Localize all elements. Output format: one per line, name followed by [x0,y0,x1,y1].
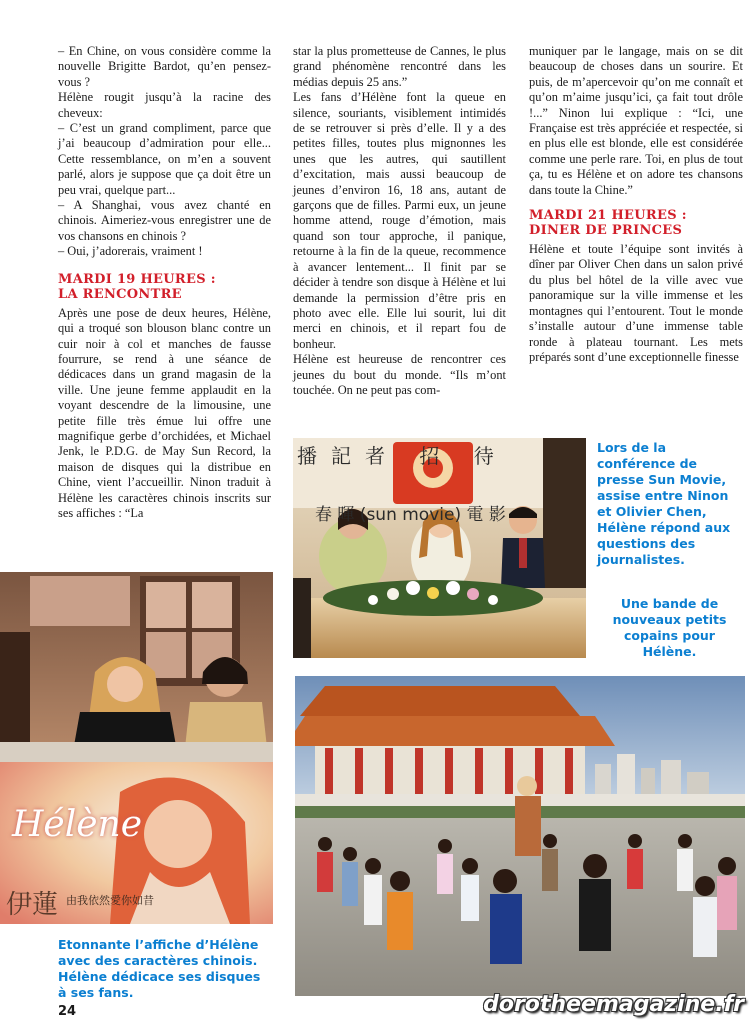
c3-paragraph-2: Hélène et toute l’équipe sont invités à dîner par Oliver Chen dans un salon privé du plus bel hôtel de la ville avec vue panoramique sur la ville immense et les montagnes qui l’entourent. Tout le monde s’installe autour d’une immense table ronde à plateau tournant. Les mets préparés sont d’une exceptionnelle finesse [529,242,743,364]
autograph-session-illustration [0,572,273,924]
c1-paragraph-6: Après une pose de deux heures, Hélène, qui a troqué son blouson blanc contre un cuir noir à col et manches de fausse fourrure, se rend à une séance de dédicaces dans un grand magasin de la ville. Une jeune femme applaudit en la voyant descendre de la limousine, une petite fille très émue lui offre une magnifique gerbe d’orchidées, et Michael Jenk, le P.D.G. de May Sun Record, la maison de disques qui la distribue en Chine, vient l’accueillir. Ninon traduit à Hélène les caractères chinois inscrits sur ses affiches : “La [58,305,271,520]
section-heading-diner [529,208,743,238]
press-banner-top-text: 播記者 招 待 [297,444,508,468]
caption-press-conference: Lors de la conférence de presse Sun Movie, assise entre Ninon et Olivier Chen, Hélène répond aux questions des journalistes. [597,440,731,567]
caption-kids: Une bande de nouveaux petits copains pour Hélène. [612,596,727,659]
temple-kids-illustration [295,676,745,996]
page-number: 24 [58,1004,77,1019]
poster-chinese-big: 伊蓮 [6,890,59,920]
c2-paragraph-2: Les fans d’Hélène font la queue en silence, souriants, visiblement intimidés de se retrouver si près d’elle. Il y a des petites filles, toutes plus mignonnes les unes que les autres, qui sautillent d’excitation, mais aussi beaucoup de jeunes d’environ 16, 18 ans, autant de garçons que de filles. Parmi eux, un jeune homme attend, rouge d’émotion, mais quand son tour approche, il panique, retourne à la fin de la queue, recommence à avancer lentement... Il finit par se décider à tendre son disque à Hélène et lui demande la permission d’être pris en photo avec elle. Elle lui sourit, lui dit merci en chinois, et il repart fou de bonheur. [293,90,506,351]
site-watermark: dorotheemagazine.fr [483,992,744,1017]
heading-line-1: MARDI 21 HEURES : [529,208,687,224]
temple-kids-photo [295,676,745,996]
c1-paragraph-1: – En Chine, on vous considère comme la nouvelle Brigitte Bardot, qu’en pensez-vous ? [58,44,271,89]
caption-poster: Etonnante l’affiche d’Hélène avec des caractères chinois. Hélène dédicace ses disques à ses fans. [58,937,261,1000]
poster-script-title: Hélène [12,804,143,845]
c1-paragraph-3: – C’est un grand compliment, parce que j’ai beaucoup d’admiration pour elle... Cette ressemblance, on m’en a souvent parlé, alors je suppose que ça doit être un peu vrai, quelque part... [58,121,271,197]
heading-line-2: DINER DE PRINCES [529,223,683,239]
c2-paragraph-1: star la plus prometteuse de Cannes, le plus grand phénomène rencontré dans les médias depuis 25 ans.” [293,44,506,89]
c2-paragraph-3: Hélène est heureuse de rencontrer ces jeunes du bout du monde. “Ils m’ont touchée. On ne peut pas com- [293,352,506,397]
press-banner-bottom-text: 春 暉 (sun movie) 電 影 [315,505,506,525]
autograph-session-photo [0,572,273,924]
poster-chinese-small: 由我依然愛你如昔 [66,894,154,907]
press-conference-illustration [293,438,586,658]
article-column-2 [293,44,506,398]
heading-line-1: MARDI 19 HEURES : [58,271,216,287]
c1-paragraph-4: – A Shanghai, vous avez chanté en chinois. Aimeriez-vous enregistrer une de vos chansons en chinois ? [58,198,271,243]
article-column-3 [529,44,743,365]
c1-paragraph-5: – Oui, j’adorerais, vraiment ! [58,244,203,259]
c1-paragraph-2: Hélène rougit jusqu’à la racine des cheveux: [58,90,271,120]
c3-paragraph-1: muniquer par le langage, mais on se dit beaucoup de choses dans un sourire. Et puis, de m’apercevoir qu’on me connaît et qu’on m’aime jusqu’ici, ça fait tout drôle !...” Ninon lui explique : “Ici, une Française est très appréciée et respectée, si en plus elle est blonde, elle est considérée comme une perle rare. Toi, en plus de tout ça, tu es Hélène et on adore tes chansons dans toute la Chine.” [529,44,743,197]
article-column-1 [58,44,271,521]
section-heading-rencontre [58,272,271,302]
heading-line-2: LA RENCONTRE [58,286,182,302]
press-conference-photo [293,438,586,658]
